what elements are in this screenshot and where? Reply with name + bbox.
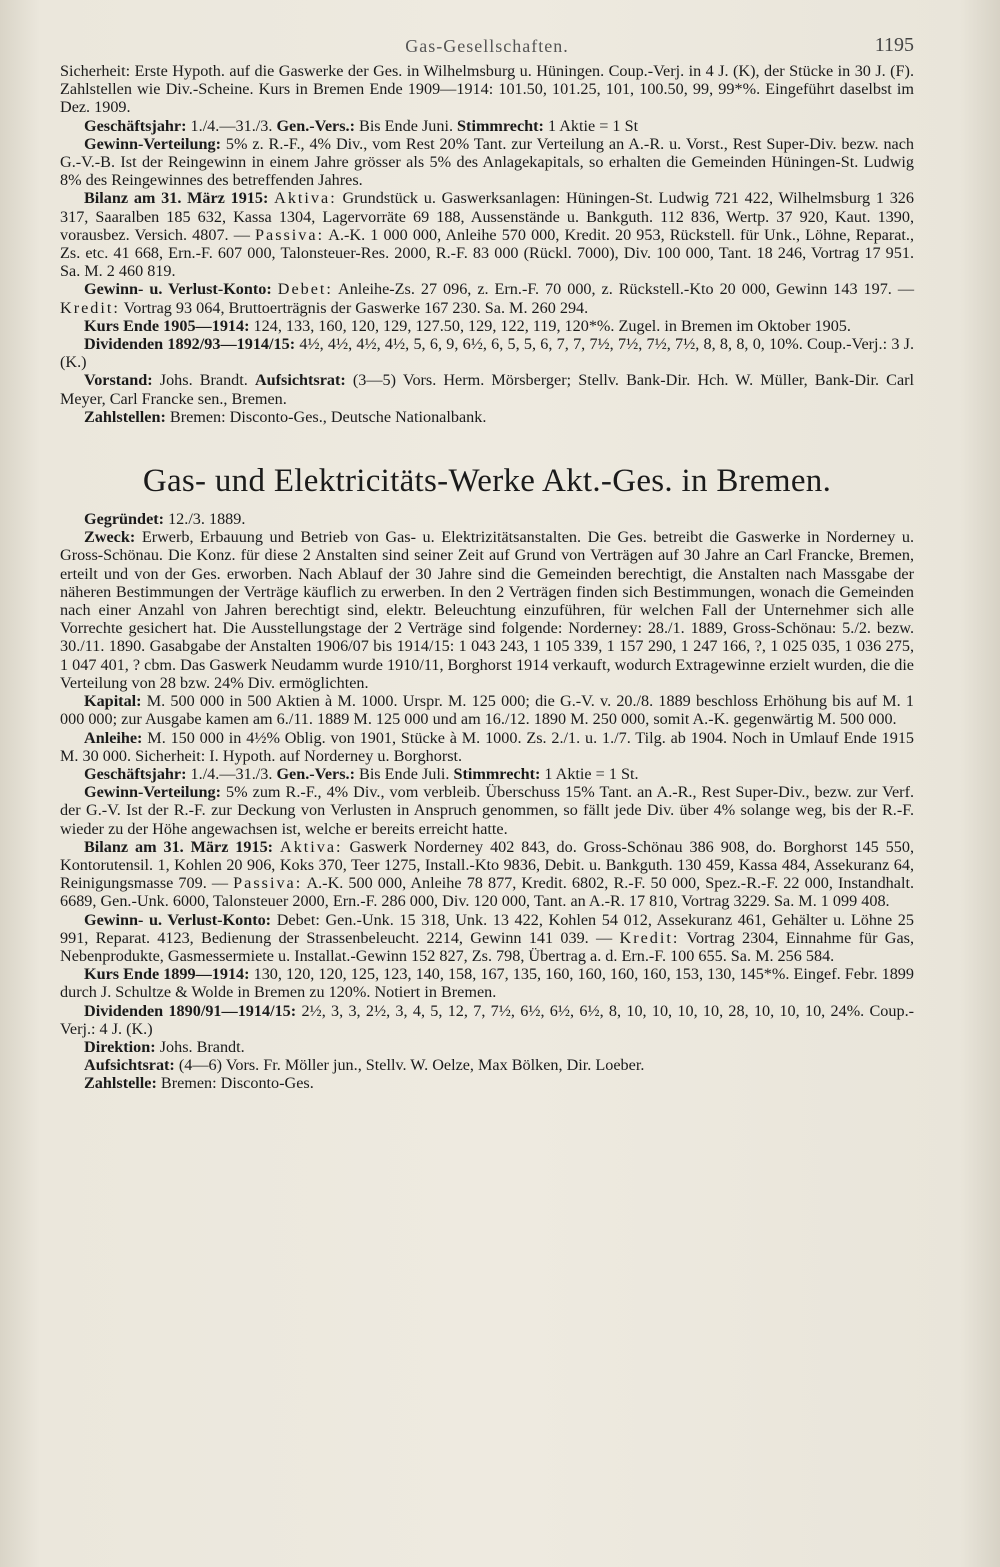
bilanz-paragraph xyxy=(60,189,914,280)
aktiva-label-2: Aktiva: xyxy=(280,837,343,856)
dividenden-label: Dividenden 1892/93—1914/15: xyxy=(84,335,296,354)
kurs-label: Kurs Ende 1905—1914: xyxy=(84,316,250,335)
kurs-paragraph xyxy=(60,317,914,335)
zahlstelle-text: Bremen: Disconto-Ges. xyxy=(160,1074,314,1093)
genvers-value-2: Bis Ende Juli. xyxy=(359,764,450,783)
kurs-label-2: Kurs Ende 1899—1914: xyxy=(84,965,250,984)
dividenden-text-2: 2½, 3, 3, 2½, 3, 4, 5, 12, 7, 7½, 6½, 6½, 6½, 8, 10, 10, 10, 10, 28, 10, 10, 10, 24%. Coup.-Verj.: 4 J. (K.) xyxy=(60,1001,915,1038)
kurs-text: 124, 133, 160, 120, 129, 127.50, 129, 122, 119, 120*%. Zugel. in Bremen im Oktober 1905. xyxy=(253,316,851,335)
direktion-label: Direktion: xyxy=(84,1037,156,1056)
passiva-label: Passiva: xyxy=(255,225,325,244)
gewinn-verteilung-paragraph xyxy=(60,135,914,190)
debet-label-2: Debet: xyxy=(276,910,320,929)
aufsichtsrat-label: Aufsichtsrat: xyxy=(254,371,346,390)
gewinn-verteilung-paragraph-2 xyxy=(60,783,914,838)
stimmrecht-value: 1 Aktie = 1 St xyxy=(548,116,639,135)
aufsichtsrat-text: (3—5) Vors. Herm. Mörsberger; Stellv. Bank-Dir. Hch. W. Müller, Bank-Dir. Carl Meyer, Carl Francke sen., Bremen. xyxy=(60,371,915,408)
guv-paragraph xyxy=(60,280,914,316)
zweck-text: Erwerb, Erbauung und Betrieb von Gas- u. Elektrizitätsanstalten. Die Ges. betreibt die Gaswerke in Norderney u. Gross-Schönau. Die Konz. für diese 2 Anstalten sind seiner Zeit auf Grund von Verträgen auf 30 Jahre an Carl Francke, Bremen, erteilt und von der Ges. erworben. Nach Ablauf der 30 Jahre sind die Gemeinden berechtigt, die Anstalten nach Massgabe der näheren Bestimmungen der Verträge käuflich zu erwerben. In den 2 Verträgen finden sich Bestimmungen, wonach die Gemeinden nach einer Anzahl von Jahren berechtigt sind, elektr. Beleuchtung einzuführen, für welchen Fall der Unternehmer sich alle Vorrechte gesichert hat. Die Ausstellungstage der 2 Verträge sind folgende: Norderney: 28./1. 1889, Gross-Schönau: 5./2. bezw. 30./11. 1890. Gasabgabe der Anstalten 1906/07 bis 1914/15: 1 043 243, 1 105 339, 1 157 290, 1 247 166, ?, 1 025 035, 1 036 275, 1 047 401, ? cbm. Das Gaswerk Neudamm wurde 1910/11, Borghorst 1914 verkauft, wodurch Extragewinne erzielt wurden, die die Verteilung von 28 bzw. 24% Div. ermöglichten. xyxy=(60,528,915,692)
gegruendet-paragraph xyxy=(60,510,914,528)
direktion-paragraph xyxy=(60,1038,914,1056)
anleihe-text: M. 150 000 in 4½% Oblig. von 1901, Stücke à M. 1000. Zs. 2./1. u. 1./7. Tilg. ab 1904. Noch in Umlauf Ende 1915 M. 30 000. Sicherheit: I. Hypoth. auf Norderney u. Borghorst. xyxy=(60,728,915,765)
page-number: 1195 xyxy=(874,34,914,56)
aktiva-text-2: Gaswerk Norderney 402 843, do. Gross-Schönau 386 908, do. Borghorst 145 550, Kontorutensil. 1, Kohlen 20 906, Koks 370, Teer 1275, Install.-Kto 9836, Debit. u. Bankguth. 130 459, Kassa 484, Assekuranz 64, Reinigungsmasse 709. — xyxy=(60,837,914,893)
dividenden-paragraph-2 xyxy=(60,1002,914,1038)
aufsichtsrat-text-2: (4—6) Vors. Fr. Möller jun., Stellv. W. Oelze, Max Bölken, Dir. Loeber. xyxy=(178,1056,645,1075)
kredit-label: Kredit: xyxy=(60,298,120,317)
bilanz-label: Bilanz am 31. März 1915: xyxy=(84,189,269,208)
guv-paragraph-2 xyxy=(60,911,914,966)
anleihe-paragraph xyxy=(60,729,914,765)
running-title: Gas-Gesellschaften. xyxy=(405,36,569,56)
kredit-text-2: Vortrag 2304, Einnahme für Gas, Nebenprodukte, Gasmessermiete u. Installat.-Gewinn 152 827, Zs. 798, Übertrag a. d. Ern.-F. 100 655. Sa. M. 256 584. xyxy=(60,928,915,965)
kredit-text: Vortrag 93 064, Bruttoerträgnis der Gaswerke 167 230. Sa. M. 260 294. xyxy=(123,298,589,317)
zahlstellen-text: Bremen: Disconto-Ges., Deutsche Nationalbank. xyxy=(169,407,487,426)
vorstand-text: Johs. Brandt. xyxy=(159,371,248,390)
direktion-text: Johs. Brandt. xyxy=(159,1037,245,1056)
gegruendet-label: Gegründet: xyxy=(84,510,165,529)
stimmrecht-label: Stimmrecht: xyxy=(457,116,544,135)
gegruendet-text: 12./3. 1889. xyxy=(168,510,246,529)
debet-label: Debet: xyxy=(277,280,333,299)
stimmrecht-label-2: Stimmrecht: xyxy=(453,764,541,783)
aufsichtsrat-label-2: Aufsichtsrat: xyxy=(84,1056,175,1075)
kapital-paragraph xyxy=(60,692,914,728)
company-title: Gas- und Elektricitäts-Werke Akt.-Ges. in Bremen. xyxy=(142,463,832,500)
geschaeftsjahr-label: Geschäftsjahr: xyxy=(84,116,187,135)
debet-text: Anleihe-Zs. 27 096, z. Ern.-F. 70 000, z. Rückstell.-Kto 20 000, Gewinn 143 197. — xyxy=(338,280,915,299)
passiva-text: A.-K. 1 000 000, Anleihe 570 000, Kredit. 20 953, Rückstell. für Unk., Löhne, Reparat., Zs. etc. 41 668, Ern.-F. 607 000, Talonsteuer-Res. 2000, R.-F. 83 000 (Rückl. 7000), Div. 100 000, Tant. 18 246, Vortrag 17 951. Sa. M. 2 460 819. xyxy=(60,225,915,281)
gewinn-verteilung-label-2: Gewinn-Verteilung: xyxy=(84,783,221,802)
geschaeftsjahr-value: 1./4.—31./3. xyxy=(190,116,273,135)
kurs-paragraph-2 xyxy=(60,965,914,1001)
zahlstelle-paragraph xyxy=(60,1074,914,1092)
running-header xyxy=(60,0,914,62)
zahlstellen-label: Zahlstellen: xyxy=(84,407,166,426)
section-gas-elektricitaets-werke xyxy=(60,510,914,1093)
debet-text-2: Gen.-Unk. 15 318, Unk. 13 422, Kohlen 54 012, Assekuranz 461, Gehälter u. Löhne 25 991, Reparat. 4123, Bedienung der Strassenbeleucht. 2214, Gewinn 141 039. — xyxy=(60,910,914,947)
dividenden-text: 4½, 4½, 4½, 4½, 5, 6, 9, 6½, 6, 5, 5, 6, 7, 7, 7½, 7½, 7½, 7½, 8, 8, 8, 0, 10%. Coup.-Verj.: 3 J. (K.) xyxy=(60,335,915,372)
aktiva-label: Aktiva: xyxy=(274,189,337,208)
bilanz-label-2: Bilanz am 31. März 1915: xyxy=(84,837,274,856)
bilanz-paragraph-2 xyxy=(60,838,914,911)
zweck-paragraph xyxy=(60,528,914,692)
kapital-label: Kapital: xyxy=(84,692,142,711)
genvers-label-2: Gen.-Vers.: xyxy=(276,764,355,783)
passiva-label-2: Passiva: xyxy=(233,874,303,893)
guv-label: Gewinn- u. Verlust-Konto: xyxy=(84,280,272,299)
sicherheit-paragraph: Sicherheit: Erste Hypoth. auf die Gaswerke der Ges. in Wilhelmsburg u. Hüningen. Coup.-Verj. in 4 J. (K), der Stücke in 30 J. (F). Zahlstellen wie Div.-Scheine. Kurs in Bremen Ende 1909—1914: 101.50, 101.25, 101, 100.50, 99, 99*%. Eingeführt daselbst im Dez. 1909. xyxy=(60,62,914,117)
geschaeftsjahr-line xyxy=(60,117,914,135)
aktiva-text: Grundstück u. Gaswerksanlagen: Hüningen-St. Ludwig 721 422, Wilhelmsburg 1 326 317, Saaralben 185 632, Kassa 1304, Lagervorräte 69 188, Aussenstände u. Bankguth. 112 836, Wertp. 37 920, Kaut. 1390, vorausbez. Versich. 4807. — xyxy=(60,189,914,244)
genvers-value: Bis Ende Juni. xyxy=(359,116,453,135)
geschaeftsjahr-value-2: 1./4.—31./3. xyxy=(190,764,273,783)
anleihe-label: Anleihe: xyxy=(84,728,143,747)
section-previous-company xyxy=(60,62,914,426)
zahlstellen-paragraph xyxy=(60,408,914,426)
aufsichtsrat-paragraph-2 xyxy=(60,1056,914,1074)
kredit-label-2: Kredit: xyxy=(619,928,680,947)
zahlstelle-label: Zahlstelle: xyxy=(84,1074,157,1093)
geschaeftsjahr-label-2: Geschäftsjahr: xyxy=(84,764,187,783)
zweck-label: Zweck: xyxy=(84,528,136,547)
vorstand-paragraph xyxy=(60,371,914,407)
stimmrecht-value-2: 1 Aktie = 1 St. xyxy=(544,764,639,783)
vorstand-label: Vorstand: xyxy=(84,371,153,390)
gewinn-verteilung-label: Gewinn-Verteilung: xyxy=(84,134,221,153)
geschaeftsjahr-line-2 xyxy=(60,765,914,783)
guv-label-2: Gewinn- u. Verlust-Konto: xyxy=(84,910,272,929)
dividenden-paragraph xyxy=(60,335,914,371)
kapital-text: M. 500 000 in 500 Aktien à M. 1000. Urspr. M. 125 000; die G.-V. v. 20./8. 1889 beschloss Erhöhung bis auf M. 1 000 000; zur Ausgabe kamen am 6./11. 1889 M. 125 000 und am 16./12. 1890 M. 250 000, somit A.-K. gegenwärtig M. 500 000. xyxy=(60,692,915,729)
passiva-text-2: A.-K. 500 000, Anleihe 78 877, Kredit. 6802, R.-F. 50 000, Spez.-R.-F. 22 000, Instandhalt. 6689, Gen.-Unk. 6000, Talonsteuer 2000, Ern.-F. 286 000, Div. 120 000, Tant. an A.-R. 17 810, Vortrag 3229. Sa. M. 1 099 408. xyxy=(60,874,914,911)
gewinn-verteilung-text: 5% z. R.-F., 4% Div., vom Rest 20% Tant. zur Verteilung an A.-R. u. Vorst., Rest Super-Div. bezw. nach G.-V.-B. Ist der Reingewinn in einem Jahre grösser als 5% des Anlagekapitals, so erhalten die Gemeinden Hüningen-St. Ludwig 8% des Reingewinnes des betreffenden Jahres. xyxy=(60,134,914,190)
dividenden-label-2: Dividenden 1890/91—1914/15: xyxy=(84,1001,297,1020)
gewinn-verteilung-text-2: 5% zum R.-F., 4% Div., vom verbleib. Überschuss 15% Tant. an A.-R., Rest Super-Div., bezw. zur Verf. der G.-V. Ist der R.-F. zur Deckung von Verlusten in Anspruch genommen, so fällt jede Div. über 4% solange weg, bis der R.-F. wieder zu der Höhe angewachsen ist, welche er bereits erreicht hatte. xyxy=(60,783,915,838)
kurs-text-2: 130, 120, 120, 125, 123, 140, 158, 167, 135, 160, 160, 160, 160, 153, 130, 145*%. Eingef. Febr. 1899 durch J. Schultze & Wolde in Bremen zu 120%. Notiert in Bremen. xyxy=(60,965,914,1002)
genvers-label: Gen.-Vers.: xyxy=(276,116,355,135)
